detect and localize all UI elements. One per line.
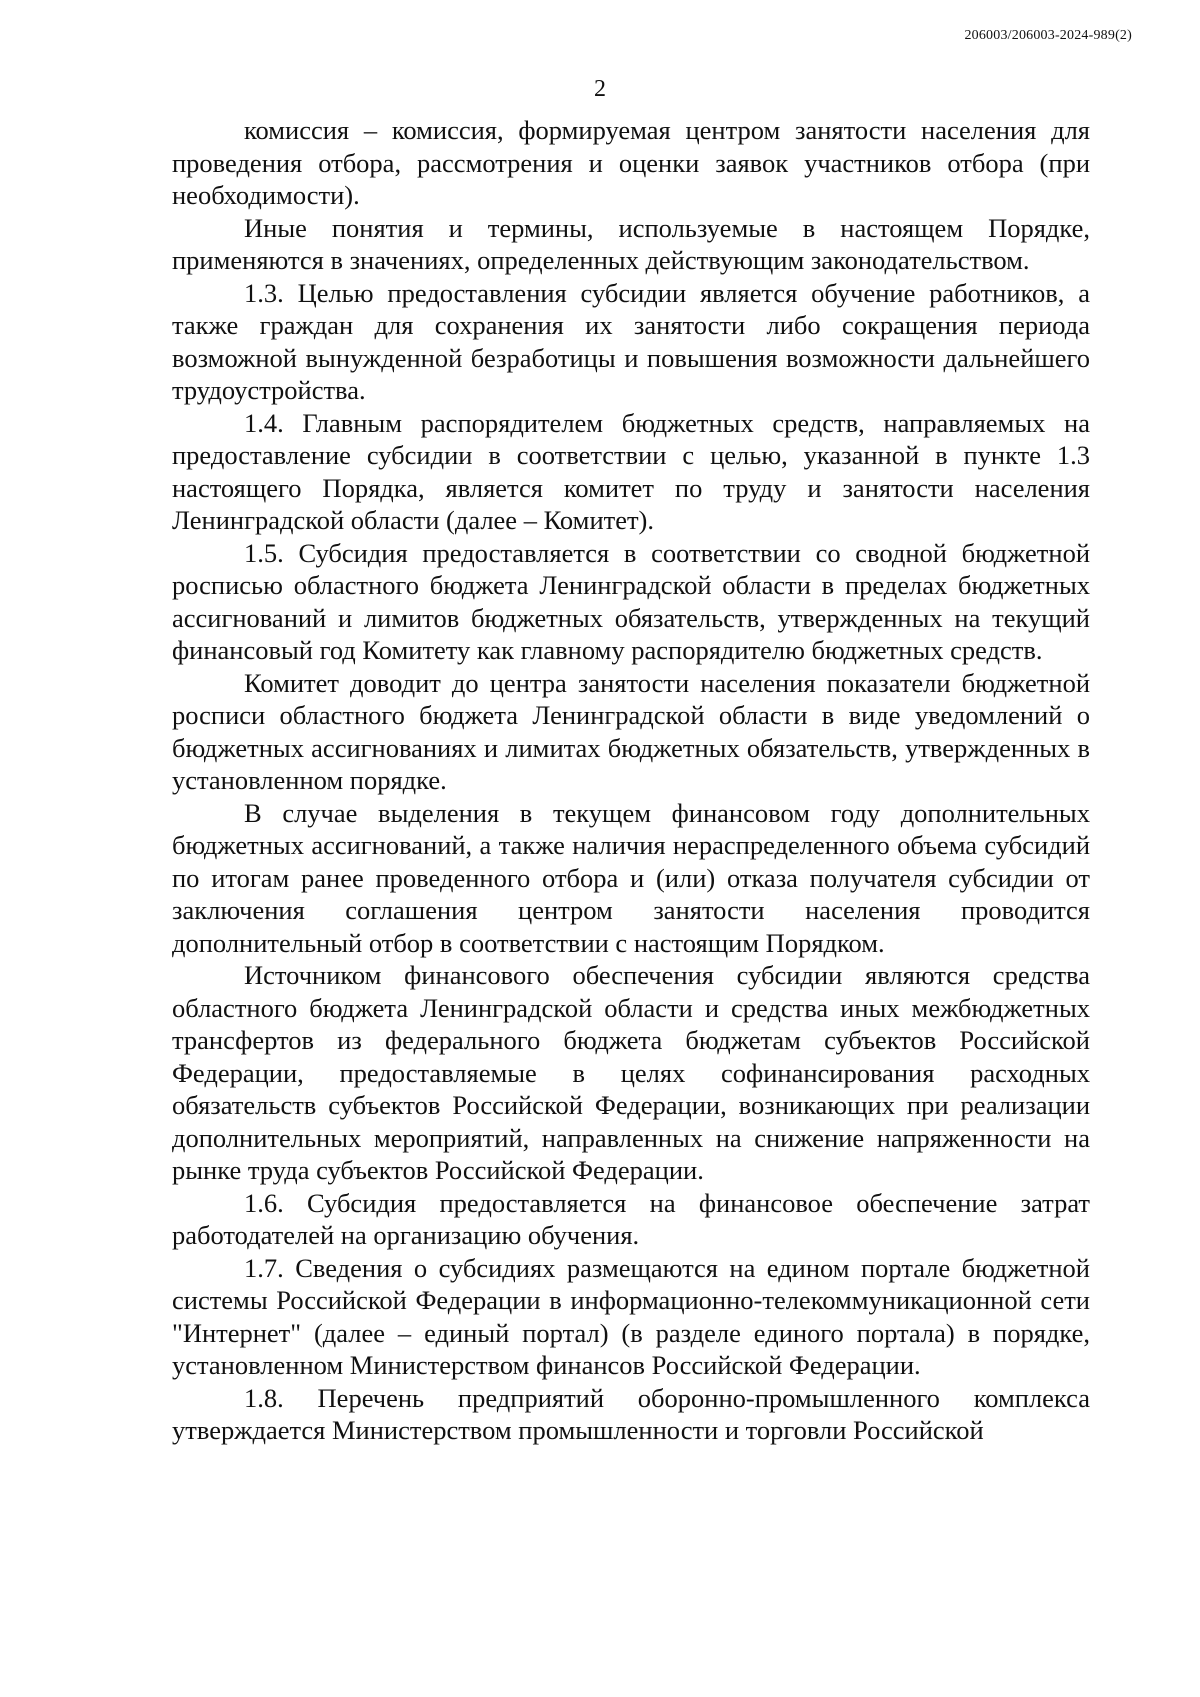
paragraph-funding-source: Источником финансового обеспечения субсидии являются средства областного бюджета Ленинградской области и средства иных межбюджетных трансфертов из федерального бюджета бюджетам субъектов Российской Федерации, предоставляемые в целях софинансирования расходных обязательств субъектов Российской Федерации, возникающих при реализации дополнительных мероприятий, направленных на снижение напряженности на рынке труда субъектов Российской Федерации. [172,960,1090,1185]
document-body [172,114,1090,1447]
paragraph-1-5: 1.5. Субсидия предоставляется в соответствии со сводной бюджетной росписью областного бюджета Ленинградской области в пределах бюджетных ассигнований и лимитов бюджетных обязательств, утвержденных на текущий финансовый год Комитету как главному распорядителю бюджетных средств. [172,537,1090,665]
paragraph-commission-definition: комиссия – комиссия, формируемая центром занятости населения для проведения отбора, рассмотрения и оценки заявок участников отбора (при необходимости). [172,115,1090,210]
paragraph-committee-notice: Комитет доводит до центра занятости населения показатели бюджетной росписи областного бюджета Ленинградской области в виде уведомлений о бюджетных ассигнованиях и лимитах бюджетных обязательств, утвержденных в установленном порядке. [172,667,1090,795]
paragraph-1-3: 1.3. Целью предоставления субсидии является обучение работников, а также граждан для сохранения их занятости либо сокращения периода возможной вынужденной безработицы и повышения возможности дальнейшего трудоустройства. [172,277,1090,405]
paragraph-1-4: 1.4. Главным распорядителем бюджетных средств, направляемых на предоставление субсидии в соответствии с целью, указанной в пункте 1.3 настоящего Порядка, является комитет по труду и занятости населения Ленинградской области (далее – Комитет). [172,407,1090,535]
paragraph-other-terms: Иные понятия и термины, используемые в настоящем Порядке, применяются в значениях, определенных действующим законодательством. [172,212,1090,275]
paragraph-1-8: 1.8. Перечень предприятий оборонно-промышленного комплекса утверждается Министерством промышленности и торговли Российской [172,1382,1090,1445]
paragraph-additional-selection: В случае выделения в текущем финансовом году дополнительных бюджетных ассигнований, а также наличия нераспределенного объема субсидий по итогам ранее проведенного отбора и (или) отказа получателя субсидии от заключения соглашения центром занятости населения проводится дополнительный отбор в соответствии с настоящим Порядком. [172,797,1090,958]
paragraph-1-7: 1.7. Сведения о субсидиях размещаются на едином портале бюджетной системы Российской Федерации в информационно-телекоммуникационной сети "Интернет" (далее – единый портал) (в разделе единого портала) в порядке, установленном Министерством финансов Российской Федерации. [172,1252,1090,1380]
page-number: 2 [594,76,606,102]
document-registration-number: 206003/206003-2024-989(2) [964,28,1132,43]
paragraph-1-6: 1.6. Субсидия предоставляется на финансовое обеспечение затрат работодателей на организацию обучения. [172,1187,1090,1250]
